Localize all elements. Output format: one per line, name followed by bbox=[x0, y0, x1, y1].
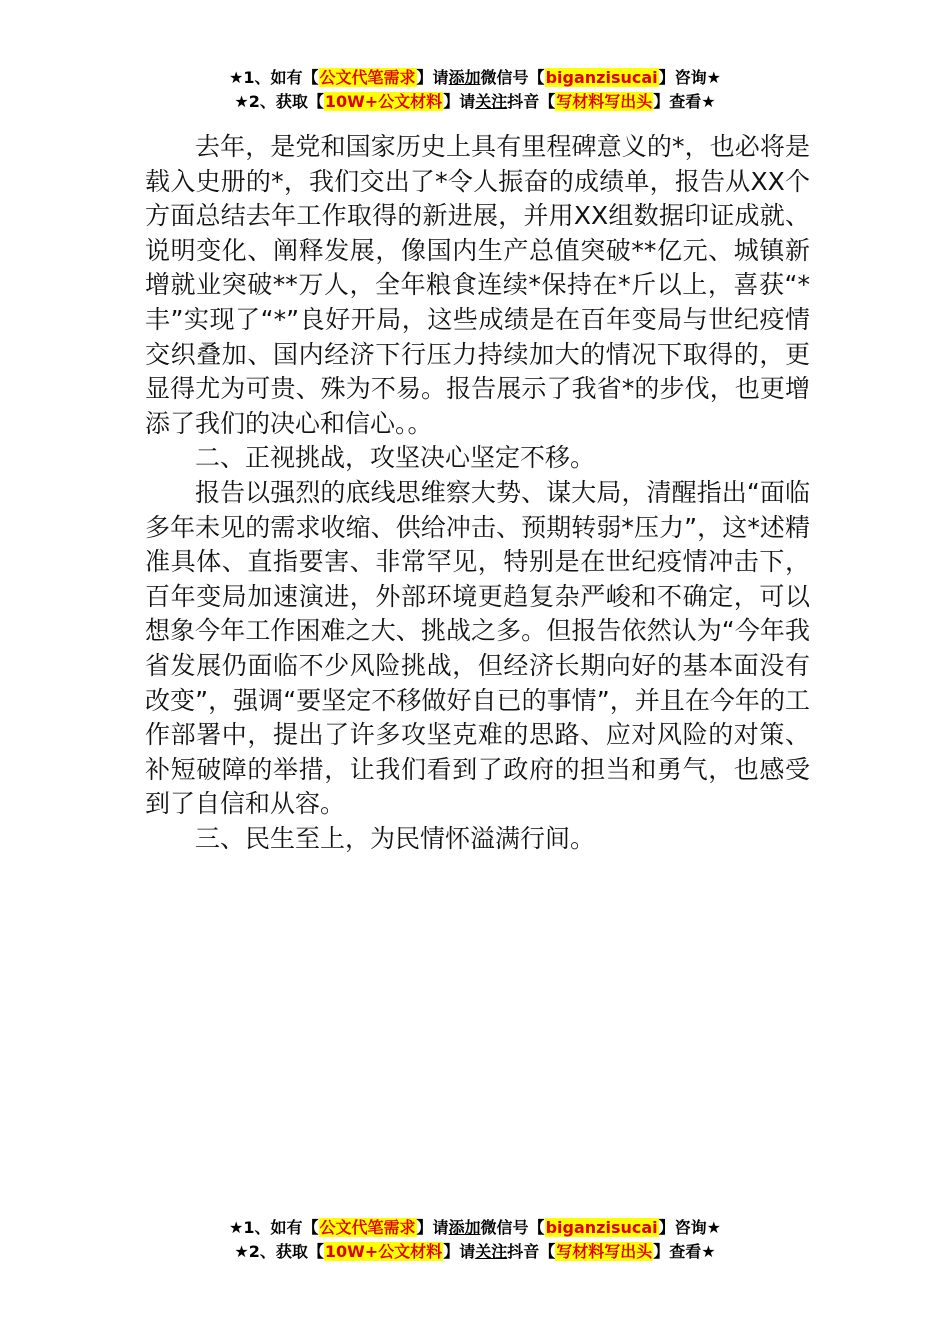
highlight-service: 公文代笔需求 bbox=[319, 68, 416, 87]
banner-text: 抖音【 bbox=[507, 92, 556, 111]
banner-emphasis: 添加 bbox=[448, 68, 481, 87]
highlight-douyin-account: 写材料写出头 bbox=[556, 92, 653, 111]
banner-text: 2、获取【 bbox=[248, 92, 324, 111]
highlight-service: 公文代笔需求 bbox=[319, 1218, 416, 1237]
star-icon: ★ bbox=[229, 68, 244, 87]
banner-text: 】请 bbox=[416, 68, 449, 87]
banner-text: 2、获取【 bbox=[248, 1242, 324, 1261]
banner-text: 】查看 bbox=[653, 1242, 702, 1261]
highlight-materials: 10W+公文材料 bbox=[324, 1242, 443, 1261]
header-banner bbox=[0, 66, 950, 114]
highlight-materials: 10W+公文材料 bbox=[324, 92, 443, 111]
banner-text: 】请 bbox=[443, 1242, 476, 1261]
banner-emphasis: 关注 bbox=[475, 92, 508, 111]
banner-text: 】咨询 bbox=[658, 1218, 707, 1237]
highlight-wechat-id: biganzisucai bbox=[545, 1218, 658, 1237]
paragraph-achievements: 去年，是党和国家历史上具有里程碑意义的*，也必将是载入史册的*，我们交出了*令人振奋的成绩单，报告从XX个方面总结去年工作取得的新进展，并用XX组数据印证成就、说明变化、阐释发展，像国内生产总值突破**亿元、城镇新增就业突破**万人，全年粮食连续*保持在*斤以上，喜获“*丰”实现了“*”良好开局，这些成绩是在百年变局与世纪疫情交织叠加、国内经济下行压力持续加大的情况下取得的，更显得尤为可贵、殊为不易。报告展示了我省*的步伐，也更增添了我们的决心和信心。。 bbox=[145, 132, 810, 438]
document-body bbox=[145, 130, 810, 856]
highlight-wechat-id: biganzisucai bbox=[545, 68, 658, 87]
paragraph-challenges: 报告以强烈的底线思维察大势、谋大局，清醒指出“面临多年未见的需求收缩、供给冲击、预期转弱*压力”，这*述精准具体、直指要害、非常罕见，特别是在世纪疫情冲击下，百年变局加速演进，外部环境更趋复杂严峻和不确定，可以想象今年工作困难之大、挑战之多。但报告依然认为“今年我省发展仍面临不少风险挑战，但经济长期向好的基本面没有改变”，强调“要坚定不移做好自已的事情”，并且在今年的工作部署中，提出了许多攻坚克难的思路、应对风险的对策、补短破障的举措，让我们看到了政府的担当和勇气，也感受到了自信和从容。 bbox=[145, 477, 810, 819]
banner-text: 1、如有【 bbox=[243, 1218, 319, 1237]
banner-line-1 bbox=[0, 1216, 950, 1240]
banner-text: 微信号【 bbox=[480, 1218, 545, 1237]
banner-text: 1、如有【 bbox=[243, 68, 319, 87]
section-heading-challenges: 二、正视挑战，攻坚决心坚定不移。 bbox=[195, 443, 596, 473]
banner-text: 抖音【 bbox=[507, 1242, 556, 1261]
star-icon: ★ bbox=[234, 1242, 249, 1261]
banner-text: 】请 bbox=[443, 92, 476, 111]
star-icon: ★ bbox=[229, 1218, 244, 1237]
banner-text: 】咨询 bbox=[658, 68, 707, 87]
footer-banner bbox=[0, 1216, 950, 1264]
banner-line-2 bbox=[0, 90, 950, 114]
star-icon: ★ bbox=[706, 1218, 721, 1237]
section-heading-livelihood: 三、民生至上，为民情怀溢满行间。 bbox=[195, 823, 596, 853]
star-icon: ★ bbox=[234, 92, 249, 111]
star-icon: ★ bbox=[701, 1242, 716, 1261]
banner-line-2 bbox=[0, 1240, 950, 1264]
banner-text: 】请 bbox=[416, 1218, 449, 1237]
banner-line-1 bbox=[0, 66, 950, 90]
star-icon: ★ bbox=[706, 68, 721, 87]
star-icon: ★ bbox=[701, 92, 716, 111]
banner-emphasis: 添加 bbox=[448, 1218, 481, 1237]
highlight-douyin-account: 写材料写出头 bbox=[556, 1242, 653, 1261]
banner-emphasis: 关注 bbox=[475, 1242, 508, 1261]
banner-text: 微信号【 bbox=[480, 68, 545, 87]
banner-text: 】查看 bbox=[653, 92, 702, 111]
